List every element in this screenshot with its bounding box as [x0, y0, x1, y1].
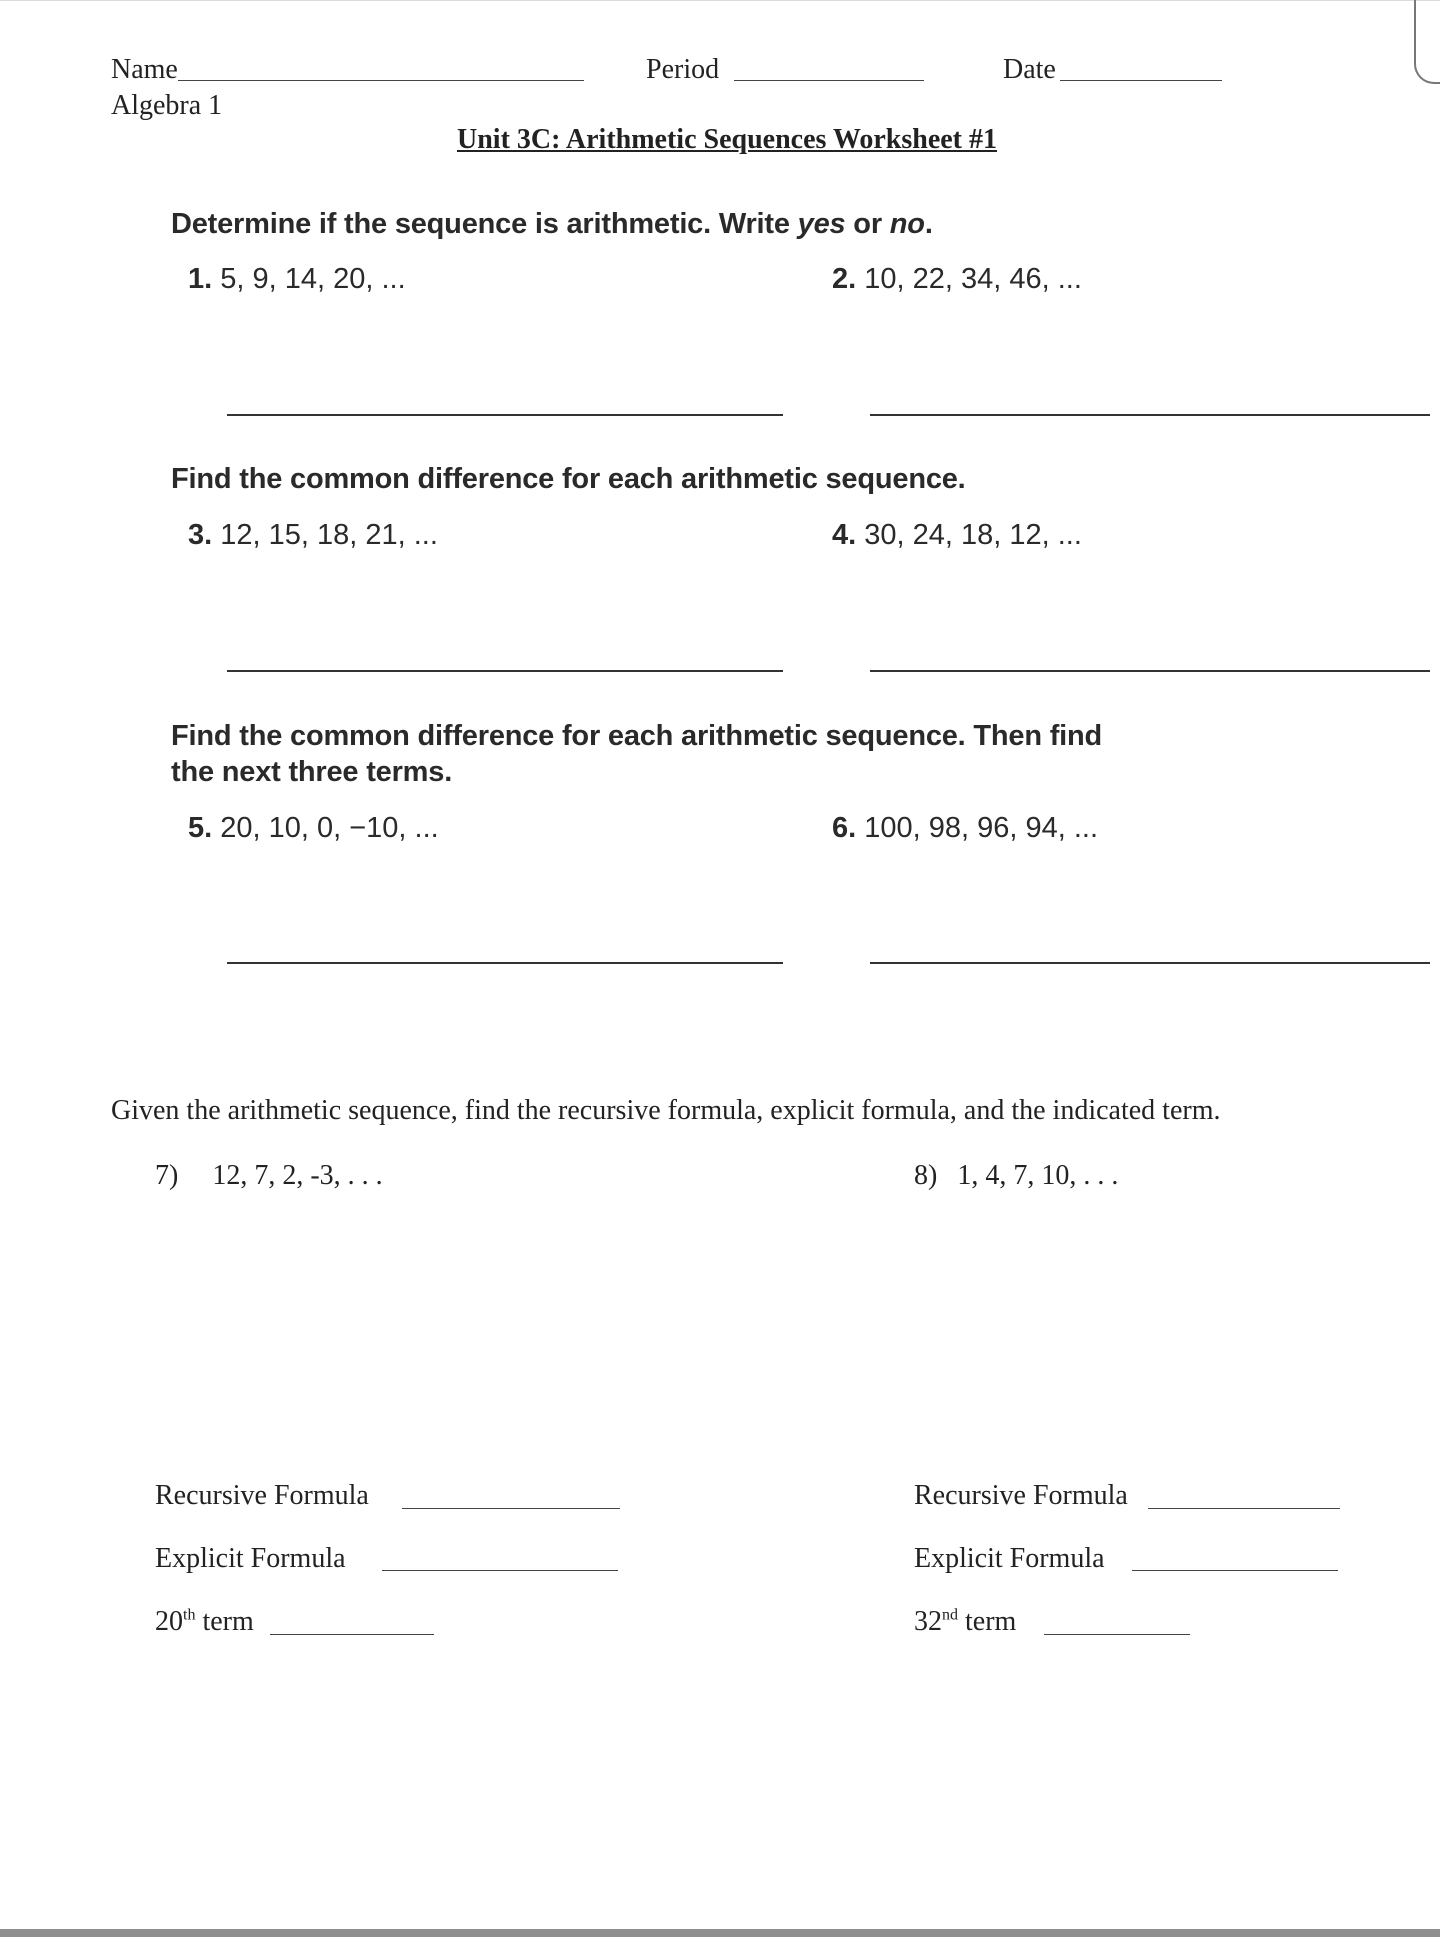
answer-line-3[interactable]: [227, 670, 783, 672]
answer-line-2[interactable]: [870, 414, 1430, 416]
problem-number: 3.: [188, 519, 213, 551]
problem-number: 7): [155, 1160, 179, 1191]
nth-term-label-7: [155, 1606, 254, 1638]
section1-instruction: [171, 208, 933, 241]
answer-line-5[interactable]: [227, 962, 783, 964]
nth-term-input-8[interactable]: [1044, 1634, 1190, 1635]
problem-sequence: 100, 98, 96, 94, ...: [864, 812, 1099, 844]
section1-instruction-end: .: [924, 208, 933, 240]
section3-instruction-line1: Find the common difference for each arithmetic sequence. Then find: [171, 720, 1103, 752]
problem-number: 1.: [188, 263, 213, 295]
problem-6: [832, 812, 1098, 845]
page-title: Unit 3C: Arithmetic Sequences Worksheet #1: [457, 124, 997, 155]
nth-term-input-7[interactable]: [270, 1634, 434, 1635]
page-bottom-bar: [0, 1929, 1440, 1937]
name-input-line[interactable]: [178, 80, 584, 81]
problem-number: 8): [914, 1160, 938, 1191]
section1-instruction-lead: Determine if the sequence is arithmetic. Write: [171, 208, 798, 240]
problem-number: 2.: [832, 263, 857, 295]
problem-sequence: 20, 10, 0, −10, ...: [220, 812, 439, 844]
section4-instruction: Given the arithmetic sequence, find the recursive formula, explicit formula, and the indicated term.: [111, 1095, 1221, 1126]
term-word: term: [202, 1606, 254, 1637]
explicit-formula-input-7[interactable]: [382, 1570, 618, 1571]
problem-sequence: 10, 22, 34, 46, ...: [864, 263, 1082, 295]
date-input-line[interactable]: [1060, 80, 1222, 81]
answer-line-1[interactable]: [227, 414, 783, 416]
name-label: Name: [111, 54, 178, 85]
problem-2: [832, 263, 1082, 296]
explicit-formula-label-8: Explicit Formula: [914, 1543, 1105, 1574]
period-label: Period: [646, 54, 720, 85]
course-label: Algebra 1: [111, 90, 223, 121]
problem-1: [188, 263, 406, 296]
section1-instruction-no: no: [889, 208, 925, 240]
problem-number: 4.: [832, 519, 857, 551]
recursive-formula-label-7: Recursive Formula: [155, 1480, 369, 1511]
explicit-formula-label-7: Explicit Formula: [155, 1543, 346, 1574]
term-word: term: [965, 1606, 1017, 1637]
page-top-edge: [0, 0, 1440, 1]
answer-line-4[interactable]: [870, 670, 1430, 672]
term-number: 20: [155, 1606, 183, 1637]
problem-sequence: 30, 24, 18, 12, ...: [864, 519, 1082, 551]
problem-5: [188, 812, 439, 845]
problem-number: 5.: [188, 812, 213, 844]
problem-sequence: 12, 15, 18, 21, ...: [220, 519, 438, 551]
problem-sequence: 12, 7, 2, -3, . . .: [212, 1160, 383, 1191]
problem-8: [914, 1160, 1118, 1192]
section1-instruction-or: or: [845, 208, 890, 240]
problem-4: [832, 519, 1082, 552]
section3-instruction-line2: the next three terms.: [171, 756, 453, 788]
recursive-formula-input-7[interactable]: [402, 1508, 620, 1509]
term-suffix: th: [183, 1606, 196, 1624]
nth-term-label-8: [914, 1606, 1016, 1638]
term-number: 32: [914, 1606, 942, 1637]
recursive-formula-label-8: Recursive Formula: [914, 1480, 1128, 1511]
recursive-formula-input-8[interactable]: [1148, 1508, 1340, 1509]
page-corner-fold: [1414, 0, 1440, 84]
date-label: Date: [1003, 54, 1056, 85]
section2-instruction: Find the common difference for each arithmetic sequence.: [171, 463, 966, 495]
problem-number: 6.: [832, 812, 857, 844]
problem-sequence: 1, 4, 7, 10, . . .: [957, 1160, 1119, 1191]
problem-3: [188, 519, 438, 552]
problem-sequence: 5, 9, 14, 20, ...: [220, 263, 406, 295]
explicit-formula-input-8[interactable]: [1132, 1570, 1338, 1571]
period-input-line[interactable]: [734, 80, 924, 81]
section1-instruction-yes: yes: [797, 208, 846, 240]
term-suffix: nd: [942, 1606, 958, 1624]
answer-line-6[interactable]: [870, 962, 1430, 964]
problem-7: [155, 1160, 383, 1192]
